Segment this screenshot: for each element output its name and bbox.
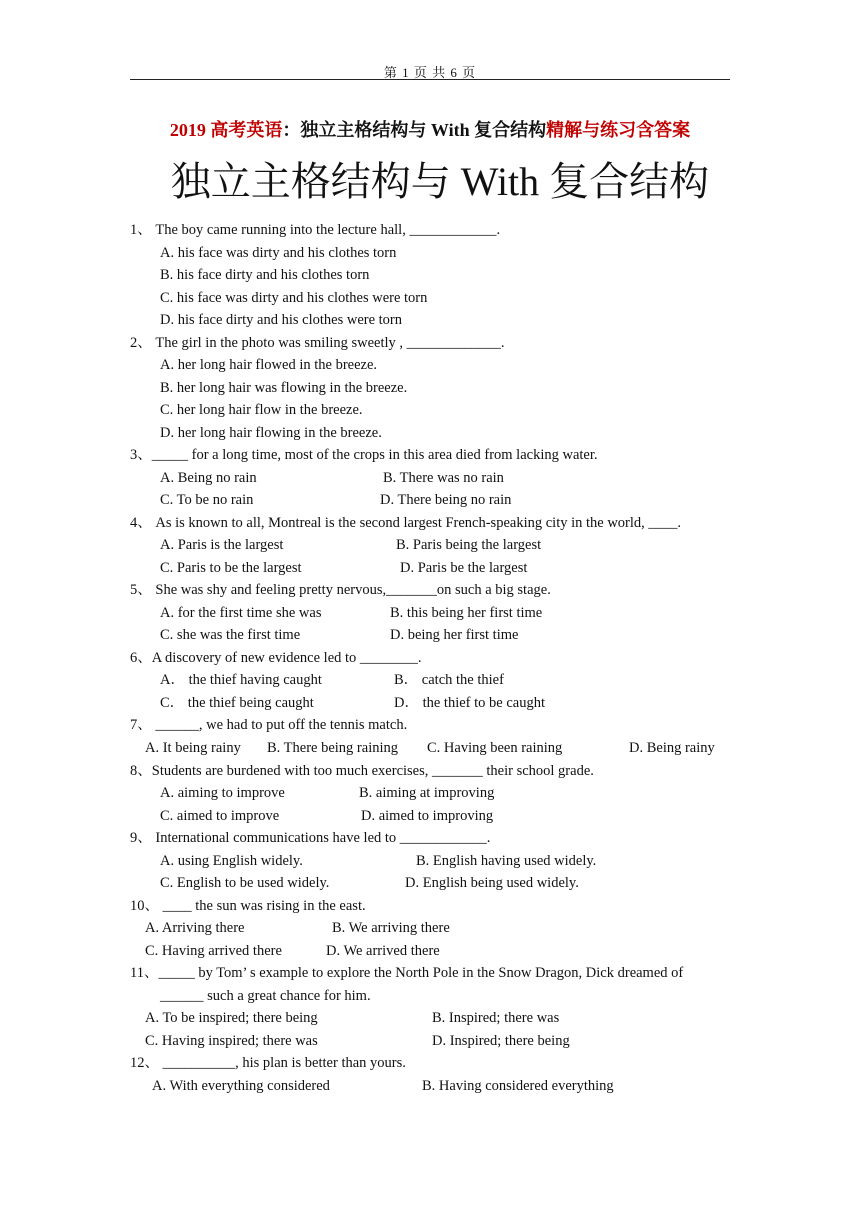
- text-line: A． the thief having caught: [160, 672, 322, 688]
- text-line: 11、_____ by Tom’ s example to explore the North Pole in the Snow Dragon, Dick dreamed of: [130, 965, 684, 981]
- text-line: A. To be inspired; there being: [145, 1010, 318, 1026]
- text-line: C. English to be used widely.: [160, 875, 330, 891]
- text-line: A. using English widely.: [160, 853, 303, 869]
- text-line: C． the thief being caught: [160, 695, 314, 711]
- text-line: B. English having used widely.: [416, 853, 597, 869]
- subtitle-topic: ：独立主格结构与 With 复合结构: [282, 120, 547, 140]
- text-line: D. Being rainy: [629, 740, 715, 756]
- text-line: 3、_____ for a long time, most of the crops in this area died from lacking water.: [130, 447, 598, 463]
- text-line: 2、 The girl in the photo was smiling sweetly , _____________.: [130, 335, 505, 351]
- text-line: B. Inspired; there was: [432, 1010, 560, 1026]
- page-header: 第 1 页 共 6 页: [383, 65, 477, 80]
- text-line: A. for the first time she was: [160, 605, 322, 621]
- text-line: A. Arriving there: [145, 920, 245, 936]
- text-line: 4、 As is known to all, Montreal is the second largest French-speaking city in the world, ____.: [130, 515, 682, 531]
- text-line: D. We arrived there: [326, 943, 440, 959]
- text-line: A. Paris is the largest: [160, 537, 284, 553]
- header-rule: [130, 79, 730, 80]
- text-line: 5、 She was shy and feeling pretty nervous,_______on such a big stage.: [130, 582, 551, 598]
- text-line: A. his face was dirty and his clothes torn: [160, 245, 397, 261]
- text-line: 12、 __________, his plan is better than yours.: [130, 1055, 406, 1071]
- text-line: A. her long hair flowed in the breeze.: [160, 357, 378, 373]
- text-line: 1、 The boy came running into the lecture hall, ____________.: [130, 222, 501, 238]
- text-line: A. aiming to improve: [160, 785, 285, 801]
- text-line: 7、 ______, we had to put off the tennis match.: [130, 717, 408, 733]
- text-line: C. Having been raining: [427, 740, 563, 756]
- text-line: C. Having inspired; there was: [145, 1033, 318, 1049]
- text-line: 9、 International communications have led to ____________.: [130, 830, 491, 846]
- text-line: D. her long hair flowing in the breeze.: [160, 425, 382, 441]
- text-line: B. this being her first time: [390, 605, 543, 621]
- text-line: B. his face dirty and his clothes torn: [160, 267, 370, 283]
- text-line: ______ such a great chance for him.: [160, 988, 371, 1004]
- text-line: B. her long hair was flowing in the breeze.: [160, 380, 408, 396]
- text-line: B. aiming at improving: [359, 785, 495, 801]
- text-line: D. Paris be the largest: [400, 560, 528, 576]
- subtitle-year-label: 2019 高考英语: [169, 120, 283, 140]
- document-subtitle: [130, 116, 730, 142]
- text-line: D. aimed to improving: [361, 808, 494, 824]
- subtitle-tail: 精解与练习含答案: [546, 120, 691, 140]
- text-line: B. Paris being the largest: [396, 537, 542, 553]
- text-line: C. his face was dirty and his clothes were torn: [160, 290, 428, 306]
- text-line: C. Paris to be the largest: [160, 560, 302, 576]
- text-line: A. With everything considered: [152, 1078, 330, 1094]
- text-line: 8、Students are burdened with too much exercises, _______ their school grade.: [130, 763, 594, 779]
- text-line: B. There was no rain: [383, 470, 504, 486]
- text-line: C. Having arrived there: [145, 943, 282, 959]
- page-title: 独立主格结构与 With 复合结构: [170, 159, 710, 204]
- text-line: D. being her first time: [390, 627, 519, 643]
- text-line: C. To be no rain: [160, 492, 254, 508]
- text-line: A. Being no rain: [160, 470, 257, 486]
- text-line: C. her long hair flow in the breeze.: [160, 402, 363, 418]
- text-line: D. Inspired; there being: [432, 1033, 570, 1049]
- text-line: D. English being used widely.: [405, 875, 579, 891]
- text-line: B． catch the thief: [394, 672, 504, 688]
- text-line: 10、 ____ the sun was rising in the east.: [130, 898, 366, 914]
- text-line: D. his face dirty and his clothes were torn: [160, 312, 402, 328]
- text-line: D． the thief to be caught: [394, 695, 545, 711]
- text-line: B. We arriving there: [332, 920, 450, 936]
- text-line: 6、A discovery of new evidence led to ________.: [130, 650, 422, 666]
- text-line: A. It being rainy: [145, 740, 241, 756]
- text-line: B. There being raining: [267, 740, 399, 756]
- text-line: B. Having considered everything: [422, 1078, 614, 1094]
- text-line: D. There being no rain: [380, 492, 512, 508]
- text-line: C. aimed to improve: [160, 808, 280, 824]
- text-line: C. she was the first time: [160, 627, 301, 643]
